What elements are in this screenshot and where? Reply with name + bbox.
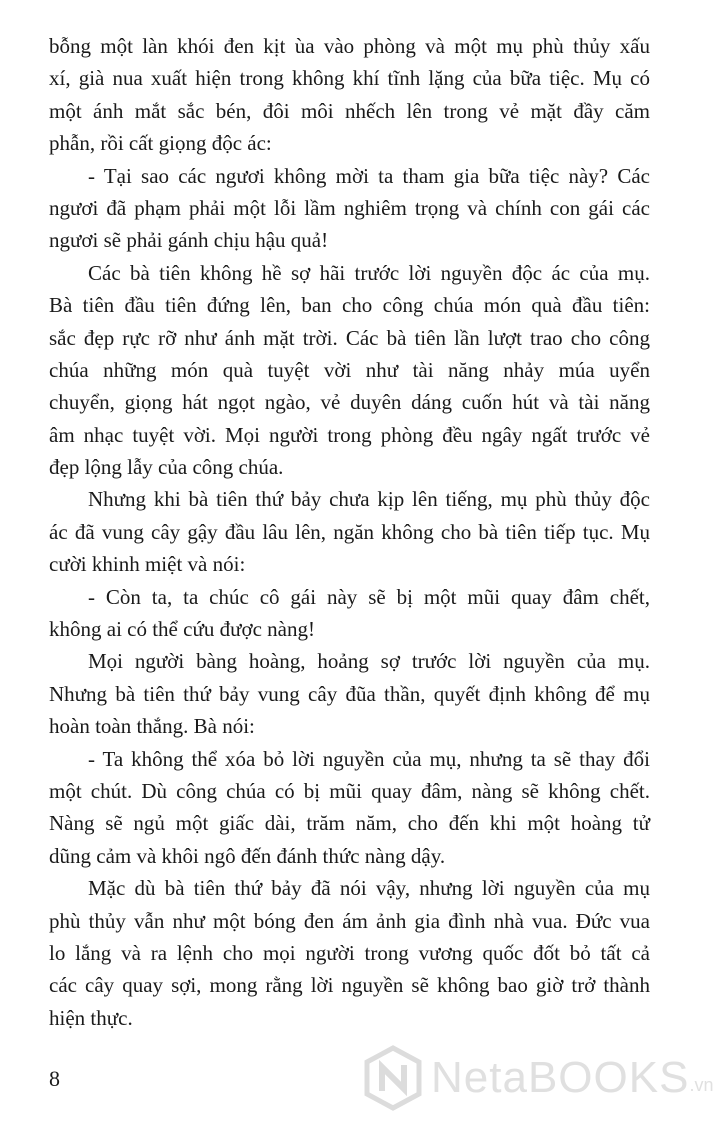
text-line: Nhưng bà tiên thứ bảy vung cây đũa thần, quyết định không để mụ: [49, 681, 650, 706]
watermark: [363, 1045, 713, 1111]
paragraph: [49, 160, 650, 257]
text-line: phẫn, rồi cất giọng độc ác:: [49, 131, 272, 156]
text-line: ác đã vung cây gậy đầu lâu lên, ngăn không cho bà tiên tiếp tục. Mụ: [49, 519, 650, 544]
paragraph: [49, 581, 650, 646]
text-line: hoàn toàn thắng. Bà nói:: [49, 714, 255, 739]
paragraph: [49, 483, 650, 580]
text-line: Các bà tiên không hề sợ hãi trước lời nguyền độc ác của mụ.: [88, 260, 650, 285]
text-line: bỗng một làn khói đen kịt ùa vào phòng và một mụ phù thủy xấu: [49, 34, 650, 58]
text-line: chúa những món quà tuyệt vời như tài năng nhảy múa uyển: [49, 357, 650, 382]
text-line: hiện thực.: [49, 1005, 133, 1030]
text-line: - Còn ta, ta chúc cô gái này sẽ bị một mũi quay đâm chết,: [88, 584, 650, 609]
text-line: Nhưng khi bà tiên thứ bảy chưa kịp lên tiếng, mụ phù thủy độc: [88, 487, 650, 512]
text-line: - Ta không thể xóa bỏ lời nguyền của mụ, nhưng ta sẽ thay đổi: [88, 746, 650, 771]
text-line: ngươi sẽ phải gánh chịu hậu quả!: [49, 228, 329, 253]
netabooks-logo-icon: [363, 1045, 423, 1111]
text-line: không ai có thể cứu được nàng!: [49, 617, 315, 642]
paragraph: [49, 30, 650, 160]
page-number: 8: [49, 1066, 60, 1091]
text-line: ngươi đã phạm phải một lỗi lầm nghiêm trọng và chính con gái các: [49, 195, 650, 220]
text-line: - Tại sao các ngươi không mời ta tham gia bữa tiệc này? Các: [88, 163, 650, 188]
text-line: Bà tiên đầu tiên đứng lên, ban cho công chúa món quà đầu tiên:: [49, 293, 650, 318]
text-line: âm nhạc tuyệt vời. Mọi người trong phòng đều ngây ngất trước vẻ: [49, 422, 650, 447]
watermark-suffix: .vn: [689, 1074, 713, 1095]
text-line: sắc đẹp rực rỡ như ánh mặt trời. Các bà tiên lần lượt trao cho công: [49, 325, 650, 350]
text-line: Mọi người bàng hoàng, hoảng sợ trước lời nguyền của mụ.: [88, 649, 650, 674]
paragraph: [49, 743, 650, 873]
watermark-brand: NetaBOOKS: [431, 1053, 690, 1102]
text-line: Mặc dù bà tiên thứ bảy đã nói vậy, nhưng lời nguyền của mụ: [88, 876, 650, 901]
paragraph: [49, 257, 650, 484]
text-line: xí, già nua xuất hiện trong không khí tĩnh lặng của bữa tiệc. Mụ có: [49, 66, 650, 91]
paragraph: [49, 645, 650, 742]
text-line: các cây quay sợi, mong rằng lời nguyền sẽ không bao giờ trở thành: [49, 973, 650, 998]
text-line: chuyển, giọng hát ngọt ngào, vẻ duyên dáng cuốn hút và tài năng: [49, 390, 650, 415]
text-line: cười khinh miệt và nói:: [49, 552, 246, 577]
text-line: phù thủy vẫn như một bóng đen ám ảnh gia đình nhà vua. Đức vua: [49, 908, 650, 933]
text-line: một chút. Dù công chúa có bị mũi quay đâm, nàng sẽ không chết.: [49, 778, 650, 803]
paragraph: [49, 872, 650, 1034]
text-line: dũng cảm và khôi ngô đến đánh thức nàng dậy.: [49, 843, 446, 868]
text-line: lo lắng và ra lệnh cho mọi người trong vương quốc đốt bỏ tất cả: [49, 940, 650, 965]
text-line: một ánh mắt sắc bén, đôi môi nhếch lên trong vẻ mặt đầy căm: [49, 98, 650, 123]
text-line: đẹp lộng lẫy của công chúa.: [49, 455, 284, 480]
page-body-text: [49, 30, 650, 1034]
text-line: Nàng sẽ ngủ một giấc dài, trăm năm, cho đến khi một hoàng tử: [49, 811, 650, 836]
